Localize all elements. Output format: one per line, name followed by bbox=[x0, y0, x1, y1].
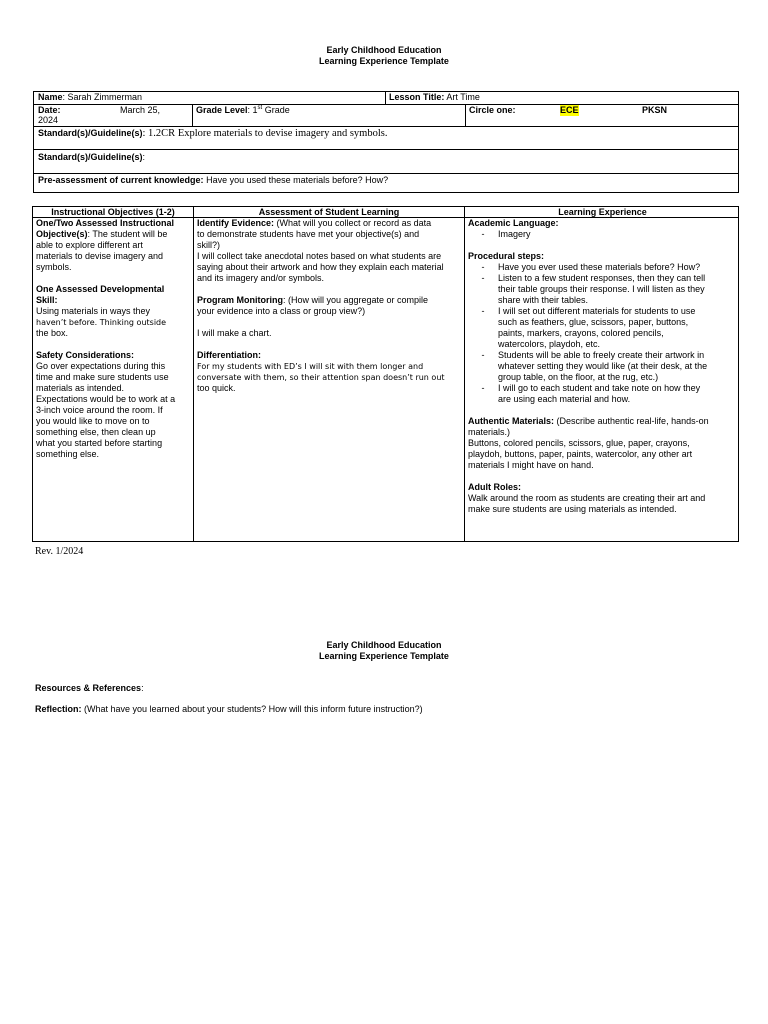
resources-field: Resources & References: bbox=[35, 683, 144, 693]
revision-note: Rev. 1/2024 bbox=[35, 546, 84, 557]
learning-experience-column: Academic Language: - Imagery Procedural steps: - Have you ever used these materials before? How? - Listen to a few student responses, then they can tell their table groups their response. I will listen as they share with their tables. - I will set out different materials for students to use such as feathers, glue, scissors, paper, buttons, paints, markers, crayons, colored pencils, watercolors, playdoh, etc. - Students will be able to freely create their artwork in whatever setting they would like (at their desk, at the group table, on the floor, at the rug, etc.) - I will go to each student and take note on how they are using each material and how. Authentic Materials: (Describe authentic real-life, hands-on materials.) Buttons, colored pencils, scissors, glue, paper, crayons, playdoh, buttons, paper, paints, watercolor, any other art materials I might have on hand. Adult Roles: Walk around the room as students are creating their art and make sure students are using materials as intended. bbox=[465, 218, 740, 515]
name-field: Name: Sarah Zimmerman bbox=[38, 92, 143, 102]
circle-option-ece[interactable]: ECE bbox=[560, 105, 579, 115]
list-item: - I will go to each student and take note on how they are using each material and how. bbox=[481, 383, 701, 404]
lesson-header-table bbox=[33, 91, 739, 193]
page-2-title-line-1: Early Childhood Education bbox=[326, 640, 442, 650]
column-header-objectives: Instructional Objectives (1-2) bbox=[51, 207, 175, 217]
date-value-year: 2024 bbox=[38, 115, 59, 125]
standard-1-field: Standard(s)/Guideline(s): 1.2CR Explore materials to devise imagery and symbols. bbox=[38, 128, 388, 139]
safety-label: Safety Considerations: bbox=[36, 350, 135, 360]
program-monitoring-label: Program Monitoring bbox=[197, 295, 283, 305]
list-item: - Students will be able to freely create their artwork in whatever setting they would like (at their desk, at the group table, on the floor, at the rug, etc.) bbox=[481, 350, 708, 382]
page-2-title-line-2: Learning Experience Template bbox=[319, 651, 449, 661]
list-item: - Have you ever used these materials before? How? bbox=[481, 262, 701, 272]
identify-evidence-label: Identify Evidence: bbox=[197, 218, 275, 228]
date-value-month: March 25, bbox=[120, 105, 161, 115]
list-item: - I will set out different materials for students to use such as feathers, glue, scissors, paper, buttons, paints, markers, crayons, colored pencils, watercolors, playdoh, etc. bbox=[481, 306, 696, 349]
dev-skill-label: One Assessed Developmental bbox=[36, 284, 165, 294]
circle-option-pksn[interactable]: PKSN bbox=[642, 105, 668, 115]
differentiation-label: Differentiation: bbox=[197, 350, 261, 360]
title-line-1: Early Childhood Education bbox=[326, 45, 442, 55]
authentic-materials-label: Authentic Materials: bbox=[468, 416, 555, 426]
document-title bbox=[0, 45, 768, 67]
standard-2-field: Standard(s)/Guideline(s): bbox=[38, 152, 146, 162]
page-2-title bbox=[0, 640, 768, 662]
procedural-steps-label: Procedural steps: bbox=[468, 251, 545, 261]
lesson-plan-grid bbox=[32, 206, 739, 542]
list-item: - Listen to a few student responses, then they can tell their table groups their response. I will listen as they share with their tables. bbox=[481, 273, 706, 305]
column-header-assessment: Assessment of Student Learning bbox=[258, 207, 400, 217]
objectives-column: One/Two Assessed Instructional Objective(s): The student will be able to explore different art materials to devise imagery and symbols. One Assessed Developmental Skill: Using materials in ways they haven’t before. Thinking outside the box. Safety Considerations: Go over expectations during this time and make sure students use materials as intended. Expectations would be to work at a 3-inch voice around the room. If you would like to move on to something else, then clean up what you started before starting something else. bbox=[33, 218, 193, 460]
assessment-column: Identify Evidence: (What will you collect or record as data to demonstrate students have met your objective(s) and skill?) I will collect take anecdotal notes based on what students are saying about their artwork and how they explain each material and its imagery and/or symbols. Program Monitoring: (How will you aggregate or compile your evidence into a class or group view?) I will make a chart. Differentiation: For my students with ED’s I will sit with them longer and conversate with them, so their attention span doesn’t run out too quick. bbox=[194, 218, 464, 394]
title-line-2: Learning Experience Template bbox=[319, 56, 449, 66]
date-label: Date: bbox=[38, 105, 61, 115]
lesson-title-field: Lesson Title: Art Time bbox=[389, 92, 480, 102]
column-header-learning-experience: Learning Experience bbox=[558, 207, 647, 217]
reflection-field: Reflection: (What have you learned about your students? How will this inform future instruction?) bbox=[35, 704, 423, 714]
circle-one-label: Circle one: bbox=[469, 105, 516, 115]
list-item: - Imagery bbox=[481, 229, 531, 239]
preassessment-field: Pre-assessment of current knowledge: Have you used these materials before? How? bbox=[38, 175, 389, 185]
adult-roles-label: Adult Roles: bbox=[468, 482, 521, 492]
grade-level-field: Grade Level: 1st Grade bbox=[196, 105, 290, 115]
academic-language-label: Academic Language: bbox=[468, 218, 559, 228]
